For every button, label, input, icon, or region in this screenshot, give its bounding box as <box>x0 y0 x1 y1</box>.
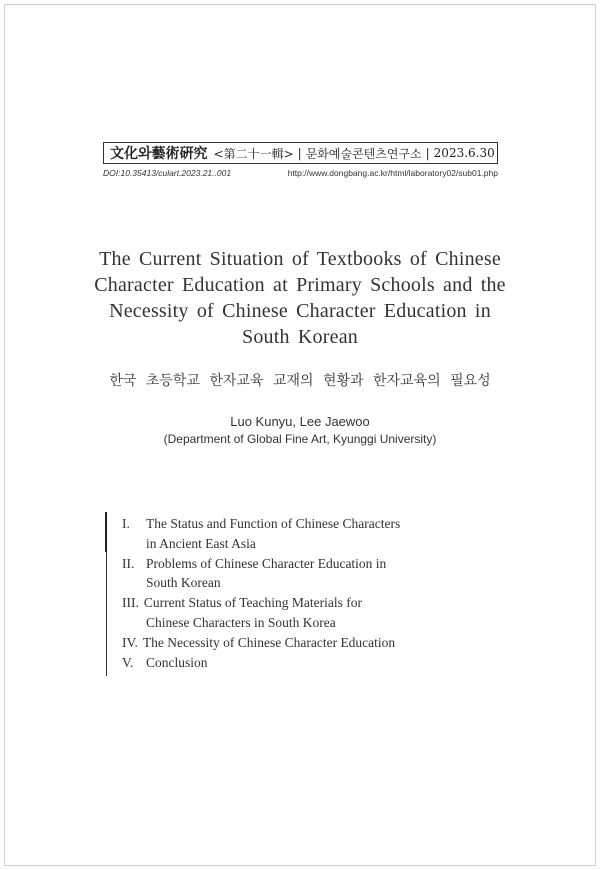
journal-date: 2023.6.30 <box>433 146 495 160</box>
separator: | <box>425 146 430 160</box>
toc-number: III. <box>122 595 139 611</box>
journal-publisher: 문화예술콘텐츠연구소 <box>305 146 422 161</box>
toc-text: in Ancient East Asia <box>146 535 256 551</box>
toc-number: V. <box>122 654 134 670</box>
toc-number: II. <box>122 555 135 571</box>
toc-text: Chinese Characters in South Korea <box>146 614 336 630</box>
meta-line <box>103 168 498 178</box>
title-line: Character Education at Primary Schools and the <box>94 274 506 296</box>
toc-item <box>122 514 502 554</box>
article-title <box>70 246 530 350</box>
affiliation: (Department of Global Fine Art, Kyunggi University) <box>163 432 437 446</box>
toc-item <box>122 653 502 673</box>
toc-number: IV. <box>122 634 138 650</box>
journal-header-box <box>103 142 498 164</box>
toc-text: Problems of Chinese Character Education in <box>146 555 387 571</box>
doi-text: DOI:10.35413/culart.2023.21..001 <box>103 168 232 178</box>
table-of-contents <box>122 514 502 672</box>
toc-item <box>122 554 502 594</box>
toc-text: The Necessity of Chinese Character Education <box>142 634 396 650</box>
toc-item <box>122 633 502 653</box>
toc-rule-accent <box>105 512 107 552</box>
toc-text: The Status and Function of Chinese Characters <box>146 516 401 531</box>
toc-text: South Korean <box>146 575 221 591</box>
toc-number: I. <box>122 516 130 531</box>
korean-title: 한국 초등학교 한자교육 교재의 현황과 한자교육의 필요성 <box>109 373 491 389</box>
toc-item <box>122 593 502 633</box>
journal-volume: <第二十一輯> <box>213 146 294 161</box>
toc-text: Current Status of Teaching Materials for <box>143 595 362 611</box>
separator: | <box>297 146 302 160</box>
title-line: South Korean <box>242 326 358 348</box>
authors: Luo Kunyu, Lee Jaewoo <box>230 414 370 429</box>
journal-logo: 文化와藝術硏究 <box>110 146 208 162</box>
url-link[interactable]: http://www.dongbang.ac.kr/html/laboratory02/sub01.php <box>287 168 498 178</box>
title-line: Necessity of Chinese Character Education in <box>109 300 491 322</box>
title-line: The Current Situation of Textbooks of Chinese <box>99 248 501 270</box>
toc-text: Conclusion <box>146 654 208 670</box>
